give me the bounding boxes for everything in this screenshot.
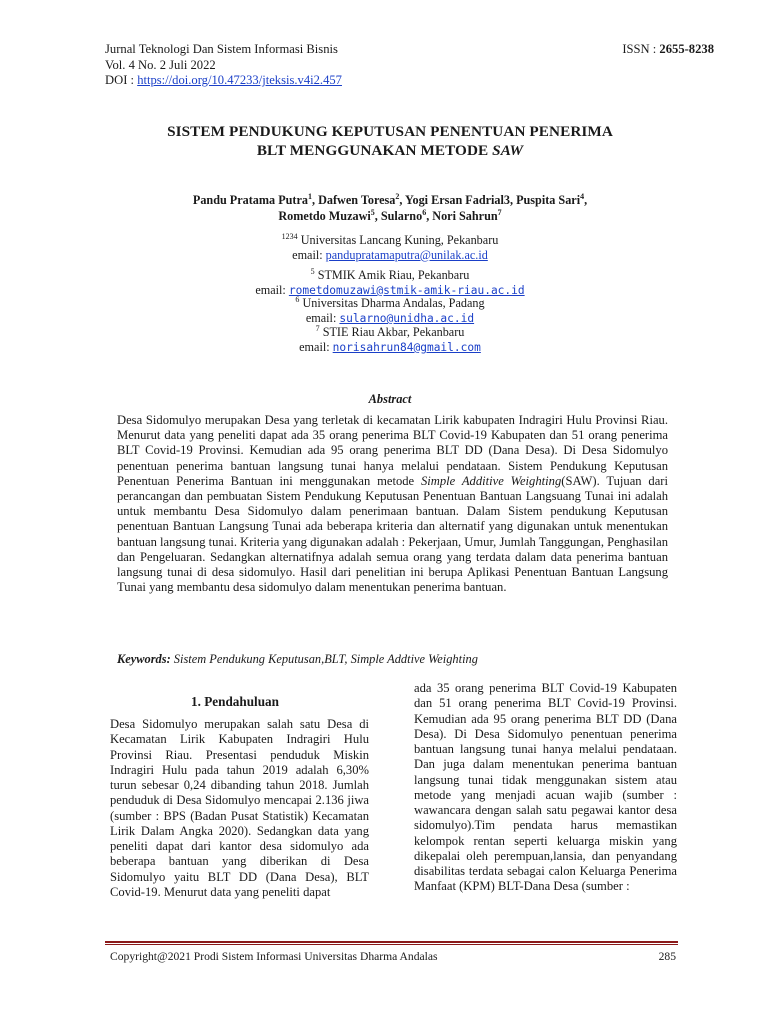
abstract-body: [117, 413, 668, 595]
author-list: [100, 192, 680, 224]
email-link[interactable]: rometdomuzawi@stmik-amik-riau.ac.id: [288, 283, 525, 297]
page-number: 285: [658, 950, 676, 963]
left-column-text: Desa Sidomulyo merupakan salah satu Desa di Kecamatan Lirik Kabupaten Indragiri Hulu Provinsi Riau. Presentasi penduduk Miskin Indragiri Hulu pada tahun 2019 adalah 6,30% turun sebesar 0,24 dibanding tahun 2018. Jumlah penduduk di Desa Sidomulyo mencapai 2.136 jiwa (sumber : BPS (Badan Pusat Statistik) Kecamatan Lirik Dalam Angka 2020). Sedangkan data yang peneliti dapat dari kantor desa sidomulyo ada beberapa bantuan yang diberikan di Desa Sidomulyo yaitu BLT DD (Dana Desa), BLT Covid-19. Menurut data yang peneliti dapat: [110, 717, 369, 899]
affiliation-text: Universitas Lancang Kuning, Pekanbaru: [297, 233, 499, 247]
footer-rule-thin: [105, 944, 678, 945]
author-name: Pandu Pratama Putra: [192, 193, 308, 207]
footer-copyright: Copyright@2021 Prodi Sistem Informasi Universitas Dharma Andalas: [110, 950, 438, 963]
author-sup: 7: [497, 207, 502, 217]
author-separator: ,: [584, 193, 588, 207]
right-column-text: ada 35 orang penerima BLT Covid-19 Kabupaten dan 51 orang penerima BLT Covid-19 Provinsi. Kemudian ada 95 orang penerima BLT DD (Dana Desa). Di Desa Sidomulyo penentuan penerima bantuan langsung tunai hanya melalui pendataan. Dan juga dalam menentukan penerima bantuan langsung tunai tidak menggunakan sistem atau metode yang menjadi acuan wajib (sumber : wawancara dengan salah satu pegawai kantor desa sidomulyo).Tim pendata harus memastikan kelompok rentan seperti keluarga miskin yang dikepalai oleh perempuan,lansia, dan penyandang disabilitas terdata sebagai calon Keluarga Penerima Manfaat (KPM) BLT-Dana Desa (sumber :: [414, 681, 677, 894]
author-sup: 5: [370, 207, 375, 217]
abstract-text: Desa Sidomulyo merupakan Desa yang terletak di kecamatan Lirik kabupaten Indragiri Hulu Provinsi Riau. Menurut data yang peneliti dapat ada 35 orang penerima BLT Covid-19 Kabupaten dan 51 orang penerima BLT Covid-19 Provinsi. Kemudian ada 95 orang penerima BLT DD (Dana Desa). Di Desa Sidomulyo penentuan penerima bantuan langsung tunai hanya melalui pendataan. Sistem Pendukung Keputusan Penentuan Penerima Bantuan ini menggunakan metode: [117, 413, 668, 488]
keywords-label: Keywords:: [117, 652, 171, 666]
affiliation-sup: 1234: [281, 231, 298, 241]
email-link[interactable]: pandupratamaputra@unilak.ac.id: [325, 247, 488, 262]
author-name: Rometdo Muzawi: [278, 209, 371, 223]
paper-title: [100, 122, 680, 160]
author-name: , Nori Sahrun: [426, 209, 498, 223]
title-line-2-italic: SAW: [492, 142, 524, 159]
doi-link[interactable]: https://doi.org/10.47233/jteksis.v4i2.457: [137, 73, 342, 87]
email-link[interactable]: sularno@unidha.ac.id: [339, 311, 475, 325]
affiliation-3: [100, 296, 680, 327]
author-name: , Dafwen Toresa: [311, 193, 396, 207]
title-line-2: [100, 141, 680, 160]
author-name: , Sularno: [374, 209, 423, 223]
doi-prefix: DOI :: [105, 73, 138, 87]
doi-line: [105, 73, 342, 89]
affiliation-sup: 7: [315, 323, 320, 333]
affiliation-text: Universitas Dharma Andalas, Padang: [299, 296, 485, 310]
email-label: email:: [299, 339, 333, 354]
affiliation-name: [100, 233, 680, 248]
authors-line-1: [100, 192, 680, 208]
affiliation-sup: 6: [295, 294, 300, 304]
keywords: [117, 652, 677, 667]
journal-volume: Vol. 4 No. 2 Juli 2022: [105, 57, 216, 72]
email-label: email:: [305, 310, 340, 325]
abstract-heading: Abstract: [368, 392, 412, 406]
email-label: email:: [292, 247, 326, 262]
author-sup: 6: [422, 207, 427, 217]
affiliation-sup: 5: [310, 266, 315, 276]
affiliation-email: [100, 248, 680, 263]
journal-name: Jurnal Teknologi Dan Sistem Informasi Bisnis: [105, 42, 338, 56]
author-sup: 2: [395, 191, 400, 201]
affiliation-text: STIE Riau Akbar, Pekanbaru: [319, 325, 465, 339]
left-column: [110, 717, 369, 900]
author-sup: 4: [580, 191, 585, 201]
issn-value: 2655-8238: [659, 42, 714, 56]
section-heading: 1. Pendahuluan: [191, 694, 279, 709]
title-line-2-text: BLT MENGGUNAKAN METODE: [256, 142, 493, 159]
title-line-1: SISTEM PENDUKUNG KEPUTUSAN PENENTUAN PENERIMA: [167, 123, 613, 140]
affiliation-email: [100, 340, 680, 356]
affiliation-name: [100, 325, 680, 340]
right-column: [414, 681, 677, 895]
affiliation-name: [100, 296, 680, 311]
authors-line-2: [100, 208, 680, 224]
affiliation-text: STMIK Amik Riau, Pekanbaru: [314, 268, 470, 282]
abstract-text: (SAW). Tujuan dari perancangan dan pembuatan Sistem Pendukung Keputusan Penentuan Bantuan Langsuang Tunai ini adalah untuk membantu Desa Sidomulyo dalam penerimaan bantuan. Dalam Sistem pendukung Keputusan penentuan Bantuan Langsung Tunai ada beberapa kriteria dan alternatif yang digunakan untuk menentukan bantuan langsung tunai. Kriteria yang digunakan adalah : Pekerjaan, Umur, Jumlah Tanggungan, Penghasilan dan Pengeluaran. Sedangkan alternatifnya adalah semua orang yang terdata dalam data penerima bantuan langsung tunai di desa sidomulyo. Hasil dari penelitian ini berupa Aplikasi Penentuan Bantuan Langsung Tunai yang membantu desa sidomulyo dalam menentukan penerima bantuan.: [117, 473, 668, 595]
email-link[interactable]: norisahrun84@gmail.com: [332, 340, 481, 354]
abstract-method-italic: Simple Additive Weighting: [420, 473, 562, 488]
author-name: , Yogi Ersan Fadrial3, Puspita Sari: [399, 193, 581, 207]
running-header: [105, 42, 342, 89]
keywords-text: Sistem Pendukung Keputusan,BLT, Simple Addtive Weighting: [170, 652, 478, 666]
affiliation-name: [100, 268, 680, 283]
email-label: email:: [255, 282, 289, 297]
affiliation-2: [100, 268, 680, 299]
affiliation-4: [100, 325, 680, 356]
footer-rule: [105, 941, 678, 943]
abstract-paragraph: [117, 413, 668, 595]
issn-label: ISSN :: [622, 42, 660, 56]
author-sup: 1: [307, 191, 312, 201]
issn: [622, 42, 714, 58]
affiliation-1: [100, 233, 680, 263]
